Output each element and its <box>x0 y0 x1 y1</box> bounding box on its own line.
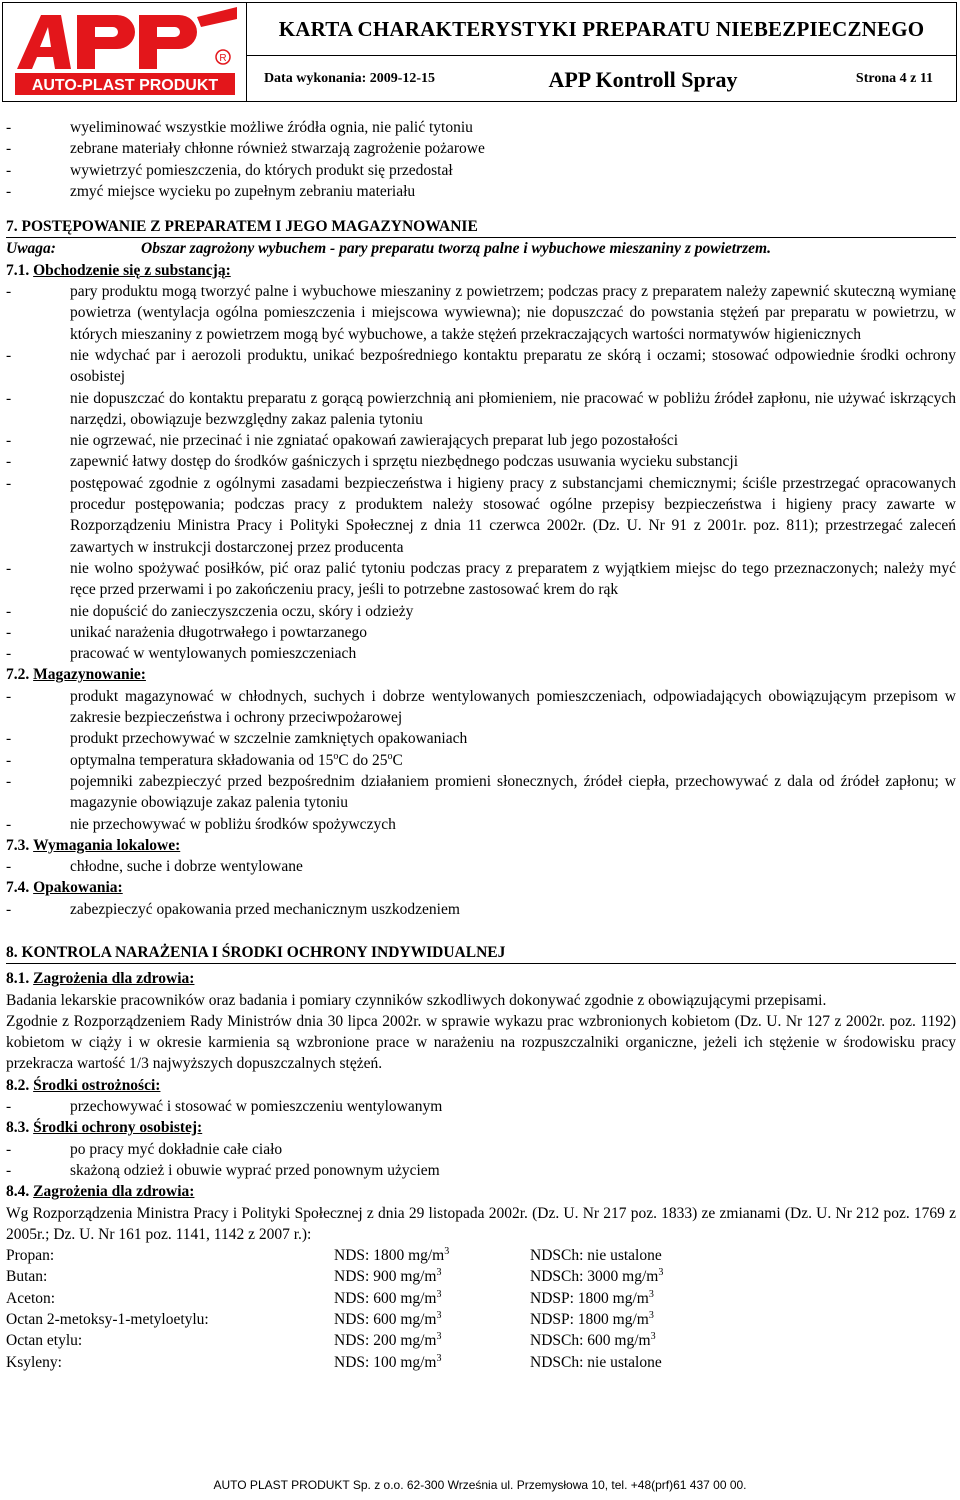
subsection-7-4-title: Opakowania: <box>33 879 123 897</box>
document-header <box>2 2 957 102</box>
substance-name: Butan: <box>6 1268 48 1286</box>
list-item: - skażoną odzież i obuwie wyprać przed ponownym użyciem <box>6 1160 956 1181</box>
secondary-limit-value: NDSCh: nie ustalone <box>530 1353 662 1371</box>
list-item: - zebrane materiały chłonne również stwarzają zagrożenie pożarowe <box>6 138 956 159</box>
substance-name: Ksyleny: <box>6 1353 62 1371</box>
list-item: - zapewnić łatwy dostęp do środków gaśniczych i sprzętu niezbędnego podczas usuwania wycieku substancji <box>6 451 956 472</box>
app-logo <box>11 7 239 97</box>
subsection-8-3-heading: 8.3. Środki ochrony osobistej: <box>6 1119 203 1137</box>
nds-value: NDS: 600 $mg/m^3$ <box>334 1309 442 1329</box>
table-row <box>6 1352 956 1373</box>
paragraph: Badania lekarskie pracowników oraz badania i pomiary czynników szkodliwych dokonywać zgodnie z obowiązującymi przepisami. <box>6 991 827 1009</box>
list-item: - wyeliminować wszystkie możliwe źródła ognia, nie palić tytoniu <box>6 117 956 138</box>
secondary-limit-value: NDSCh: 600 $mg/m^3$ <box>530 1331 656 1350</box>
page-number: Strona 4 z 11 <box>855 71 934 86</box>
table-row <box>6 1309 956 1330</box>
subsection-7-2-heading: 7.2. Magazynowanie: <box>6 666 146 684</box>
paragraph: Wg Rozporządzenia Ministra Pracy i Polityki Społecznej z dnia 29 listopada 2002r. (Dz. U. Nr 217 poz. 1833) ze zmianami (Dz. U. Nr 212 poz. 1769 z 2005r.; Dz. U. Nr 161 poz. 1141, 1142 z 2007 r.): <box>6 1204 956 1243</box>
warning-text: Obszar zagrożony wybuchem - pary preparatu tworzą palne i wybuchowe mieszaniny z powietrzem. <box>141 240 771 258</box>
subsection-7-4-heading: 7.4. Opakowania: <box>6 879 123 897</box>
substance-name: Aceton: <box>6 1289 56 1307</box>
paragraph: Zgodnie z Rozporządzeniem Rady Ministrów dnia 30 lipca 2002r. w sprawie wykazu prac wzbronionych kobietom (Dz. U. Nr 127 z 2002r. poz. 1192) kobietom w ciąży i w okresie karmienia są wzbronione prace w narażeniu na rozpuszczalniki organiczne, jeżeli ich stężenie w środowisku pracy przekracza wartość 1/3 najwyższych dopuszczalnych stężeń. <box>6 1012 956 1073</box>
substance-name: Octan etylu: <box>6 1332 83 1350</box>
storage-list-continued <box>6 771 956 835</box>
subsection-8-3-title: Środki ochrony osobistej: <box>33 1119 203 1137</box>
logo-cell <box>3 3 247 101</box>
list-item: - nie przechowywać w pobliżu środków spożywczych <box>6 814 956 835</box>
subsection-8-4-title: Zagrożenia dla zdrowia: <box>33 1183 195 1201</box>
product-name: APP Kontroll Spray <box>548 67 738 92</box>
subsection-8-2-heading: 8.2. Środki ostrożności: <box>6 1076 161 1094</box>
logo-subtext: AUTO-PLAST PRODUKT <box>31 77 219 94</box>
list-item: - nie ogrzewać, nie przecinać i nie zgniatać opakowań zawierających preparat lub jego pozostałości <box>6 430 956 451</box>
subsection-7-3-heading: 7.3. Wymagania lokalowe: <box>6 836 181 854</box>
table-row <box>6 1288 956 1309</box>
secondary-limit-value: NDSP: 1800 $mg/m^3$ <box>530 1288 654 1307</box>
secondary-limit-value: NDSCh: nie ustalone <box>530 1247 662 1265</box>
document-title: KARTA CHARAKTERYSTYKI PREPARATU NIEBEZPIECZNEGO <box>247 3 956 56</box>
creation-date: Data wykonania: 2009-12-15 <box>263 71 436 86</box>
section-8-title: 8. KONTROLA NARAŻENIA I ŚRODKI OCHRONY INDYWIDUALNEJ <box>6 942 956 964</box>
subsection-7-1-heading: 7.1. Obchodzenie się z substancją: <box>6 261 231 279</box>
list-item: - nie wdychać par i aerozoli produktu, unikać bezpośredniego kontaktu preparatu ze skórą i oczami; stosować odpowiednie środki ochrony osobistej <box>6 345 956 388</box>
list-item: - nie dopuszczać do kontaktu preparatu z gorącą powierzchnią ani płomieniem, nie pracować w pobliżu źródeł zapłonu, nie używać iskrzących narzędzi, obowiązuje bezwzględny zakaz palenia tytoniu <box>6 388 956 431</box>
exposure-limits-table <box>6 1245 956 1373</box>
section-7-title: 7. POSTĘPOWANIE Z PREPARATEM I JEGO MAGAZYNOWANIE <box>6 216 956 238</box>
intro-list <box>6 117 956 202</box>
svg-text:R: R <box>219 53 227 64</box>
page-footer: AUTO PLAST PRODUKT Sp. z o.o. 62-300 Września ul. Przemysłowa 10, tel. +48(prf)61 437 00 00. <box>213 1478 747 1492</box>
subsection-8-2-title: Środki ostrożności: <box>33 1076 161 1094</box>
list-item: - produkt przechowywać w szczelnie zamkniętych opakowaniach <box>6 728 956 749</box>
list-item: - nie dopuścić do zanieczyszczenia oczu, skóry i odzieży <box>6 601 956 622</box>
subsection-7-1-title: Obchodzenie się z substancją: <box>33 261 231 279</box>
list-item: - pracować w wentylowanych pomieszczeniach <box>6 643 956 664</box>
table-row <box>6 1330 956 1351</box>
list-item: - zabezpieczyć opakowania przed mechanicznym uszkodzeniem <box>6 899 956 920</box>
nds-value: NDS: 100 $mg/m^3$ <box>334 1352 442 1371</box>
list-item: - nie wolno spożywać posiłków, pić oraz palić tytoniu podczas pracy z preparatem z wyjątkiem miejsc do tego przeznaczonych; należy myć ręce przed przerwami i po zakończeniu pracy, jeśli to potrzebne zastosować krem do rąk <box>6 558 956 601</box>
nds-value: NDS: 200 $mg/m^3$ <box>334 1331 442 1350</box>
list-item: - chłodne, suche i dobrze wentylowane <box>6 856 956 877</box>
protection-list <box>6 1139 956 1182</box>
list-item: - pojemniki zabezpieczyć przed bezpośrednim działaniem promieni słonecznych, źródeł ciepła, przechowywać z dala od źródeł zapłonu; w magazynie obowiązuje zakaz palenia tytoniu <box>6 771 956 814</box>
handling-list <box>6 281 956 664</box>
secondary-limit-value: NDSP: 1800 $mg/m^3$ <box>530 1309 654 1329</box>
nds-value: NDS: 600 $mg/m^3$ <box>334 1288 442 1307</box>
substance-name: Propan: <box>6 1247 55 1265</box>
list-item: - po pracy myć dokładnie całe ciało <box>6 1139 956 1160</box>
nds-value: NDS: 1800 $mg/m^3$ <box>334 1245 450 1265</box>
subsection-8-4-heading: 8.4. Zagrożenia dla zdrowia: <box>6 1183 195 1201</box>
subsection-8-1-title: Zagrożenia dla zdrowia: <box>33 970 195 988</box>
nds-value: NDS: 900 $mg/m^3$ <box>334 1267 442 1286</box>
list-item: - postępować zgodnie z ogólnymi zasadami bezpieczeństwa i higieny pracy z substancjami chemicznymi; ściśle przestrzegać opracowanych procedur postępowania; podczas pracy z produktem należy stosować ogólne przepisy bezpieczeństwa i higieny pracy zawarte w Rozporządzeniu Ministra Pracy i Polityki Społecznej z dnia 11 czerwca 2002r. (Dz. U. Nr 91 z 2001r. poz. 811); przestrzegać zaleceń zawartych w instrukcji dostarczonej przez producenta <box>6 473 956 558</box>
list-item: - wywietrzyć pomieszczenia, do których produkt się przedostał <box>6 160 956 181</box>
warning-note <box>6 238 956 259</box>
list-item: - pary produktu mogą tworzyć palne i wybuchowe mieszaniny z powietrzem; podczas pracy z preparatem należy zapewnić skuteczną wymianę powietrza (wentylacja ogólna pomieszczenia i miejscowa wywiewna); nie dopuszczać do powstania stężeń par preparatu w powietrzu, w których mieszaniny z powietrzem mogą być wybuchowe, a także stężeń przekraczających wartości normatywów higienicznych <box>6 281 956 345</box>
table-row <box>6 1245 956 1266</box>
list-item: - przechowywać i stosować w pomieszczeniu wentylowanym <box>6 1096 956 1117</box>
list-item: - zmyć miejsce wycieku po zupełnym zebraniu materiału <box>6 181 956 202</box>
substance-name: Octan 2-metoksy-1-metyloetylu: <box>6 1311 209 1329</box>
document-body <box>6 117 956 1373</box>
list-item: - produkt magazynować w chłodnych, suchych i dobrze wentylowanych pomieszczeniach, odpowiadających obowiązującym przepisom w zakresie bezpieczeństwa i ochrony przeciwpożarowej <box>6 686 956 729</box>
subsection-8-1-heading: 8.1. Zagrożenia dla zdrowia: <box>6 970 195 988</box>
warning-label: Uwaga: <box>6 240 56 258</box>
storage-list <box>6 686 956 750</box>
subsection-7-3-title: Wymagania lokalowe: <box>33 836 181 854</box>
secondary-limit-value: NDSCh: 3000 $mg/m^3$ <box>530 1267 664 1286</box>
subsection-7-2-title: Magazynowanie: <box>33 666 146 684</box>
table-row <box>6 1266 956 1287</box>
list-item: - unikać narażenia długotrwałego i powtarzanego <box>6 622 956 643</box>
storage-temperature-item: - optymalna temperatura składowania od 15$^o$C do 25$^o$C <box>6 750 956 771</box>
